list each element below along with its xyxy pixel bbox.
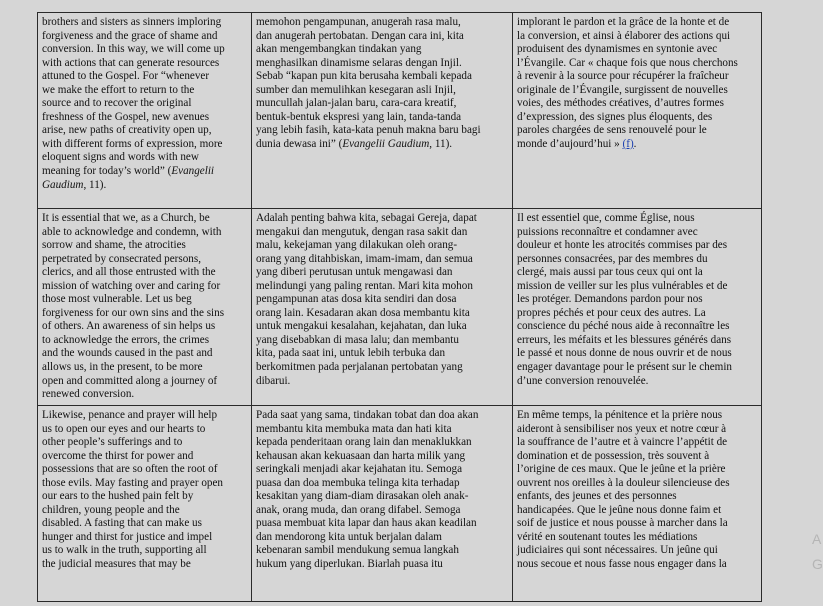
text-line: dibarui. [256, 374, 291, 387]
text-line: melindungi yang paling rentan. Mari kita mohon [256, 279, 473, 292]
text-line: with actions that can generate resources [42, 56, 220, 69]
text-line: berkomitmen pada perjalanan pertobatan yang [256, 361, 463, 374]
text-line: mission de veiller sur les plus vulnérables et de [517, 279, 728, 292]
text-line: meaning for today’s world” (Evangelii [42, 165, 215, 178]
text-line: les protéger. Demandons pardon pour nos [517, 293, 703, 306]
text-line: and the wounds caused in the past and [42, 347, 213, 360]
text-line: Il est essentiel que, comme Église, nous [517, 212, 695, 224]
text-line: Sebab “kapan pun kita berusaha kembali kepada [256, 70, 472, 83]
text-line: kesakitan yang diam-diam dirasakan oleh anak- [256, 490, 469, 503]
text-line: us to open our eyes and our hearts to [42, 422, 206, 435]
text-line: d’expression, des signes plus éloquents, des [517, 110, 713, 123]
text-line: disabled. A fasting that can make us [42, 517, 202, 530]
text-line: dunia dewasa ini” (Evangelii Gaudium, 11). [256, 137, 453, 150]
text-line: sorrow and shame, the atrocities [42, 239, 186, 252]
text-line: allows us, in the present, to be more [42, 361, 203, 374]
text-line: implorant le pardon et la grâce de la honte et de [517, 16, 730, 28]
text-line: yang lebih fasih, kata-kata penuh makna baru bagi [256, 124, 481, 137]
text-line: attuned to the Gospel. For “whenever [42, 70, 210, 83]
text-line: other people’s sufferings and to [42, 436, 183, 449]
text-line: eloquent signs and words with new [42, 151, 199, 164]
text-line: those evils. May fasting and prayer open [42, 476, 223, 489]
text-line: En même temps, la pénitence et la prière nous [517, 409, 723, 421]
table-row [38, 13, 762, 209]
text-line: engager davantage pour le présent sur le chemin [517, 361, 732, 374]
text-line: able to acknowledge and condemn, with [42, 225, 222, 238]
text-line: handicapées. Que le jeûne nous donne faim et [517, 503, 722, 516]
text-line: brothers and sisters as sinners imploring [42, 16, 222, 28]
text-line: mission of watching over and caring for [42, 279, 221, 292]
text-line: our ears to the hushed pain felt by [42, 490, 194, 503]
cell-french [513, 406, 762, 602]
text-line: hunger and thirst for justice and impel [42, 530, 213, 543]
text-line: those most vulnerable. Let us beg [42, 293, 192, 306]
text-line: voies, des méthodes créatives, d’autres formes [517, 97, 724, 110]
text-line: anak, orang muda, dan orang difabel. Semoga [256, 503, 461, 516]
text-line: paroles chargées de sens renouvelé pour le [517, 124, 707, 137]
text-line: dan mendorong kita untuk berjalan dalam [256, 530, 442, 543]
text-line: l’origine de ces maux. Que le jeûne et la prière [517, 463, 726, 476]
text-line: to acknowledge the errors, the crimes [42, 333, 210, 346]
text-line: d’une conversion renouvelée. [517, 374, 649, 387]
text-line: yang disebabkan di masa lalu; dan membantu [256, 333, 459, 346]
text-line: conversion. In this way, we will come up [42, 43, 225, 56]
text-line: l’Évangile. Car « chaque fois que nous cherchons [517, 56, 738, 69]
text-line: open and committed along a journey of [42, 374, 218, 387]
text-line: forgiveness for our own sins and the sins [42, 306, 225, 319]
cell-indonesian [252, 406, 513, 602]
text-line: we make the effort to return to the [42, 83, 195, 96]
text-line: originale de l’Évangile, surgissent de nouvelles [517, 83, 728, 96]
text-line: Pada saat yang sama, tindakan tobat dan doa akan [256, 409, 479, 421]
footnote-link-f[interactable]: (f) [622, 137, 634, 150]
text-line: orang lain. Kesadaran akan dosa membantu kita [256, 306, 470, 319]
text-line: children, young people and the [42, 503, 180, 516]
text-line: arise, new paths of creativity open up, [42, 124, 212, 137]
text-line: clergé, mais aussi par tous ceux qui ont la [517, 266, 703, 279]
text-line: akan mengembangkan tindakan yang [256, 43, 422, 56]
text-line: mengakui dan mengutuk, dengan rasa sakit dan [256, 225, 468, 238]
cell-english [38, 406, 252, 602]
text-line: freshness of the Gospel, new avenues [42, 110, 210, 123]
cell-english [38, 13, 252, 209]
text-line: aideront à sensibiliser nos yeux et notre cœur à [517, 422, 727, 435]
text-line: puasa dan doa membuka telinga kita terhadap [256, 476, 460, 489]
text-line: produisent des dynamismes en syntonie avec [517, 43, 718, 56]
text-line: domination et de possession, très souvent à [517, 449, 710, 462]
text-line: propres péchés et pour ceux des autres. La [517, 306, 706, 319]
text-line: kita, pada saat ini, untuk lebih terbuka dan [256, 347, 446, 360]
text-line: conscience du péché nous aide à reconnaître les [517, 320, 730, 333]
text-line: possessions that are so often the root of [42, 463, 218, 476]
text-line: of others. An awareness of sin helps us [42, 320, 216, 333]
text-line: us to walk in the truth, supporting all [42, 544, 207, 557]
text-line: sumber dan memulihkan kesegaran asli Injil, [256, 83, 456, 96]
text-line: orang yang ditahbiskan, imam-imam, dan semua [256, 252, 473, 265]
text-line: douleur et honte les atrocités commises par des [517, 239, 728, 252]
text-line: puissions reconnaître et condamner avec [517, 225, 698, 238]
text-line: overcome the thirst for power and [42, 449, 194, 462]
table-row [38, 209, 762, 406]
text-line: forgiveness and the grace of shame and [42, 29, 218, 42]
cell-indonesian [252, 209, 513, 406]
text-line: renewed conversion. [42, 388, 135, 401]
text-line: dan anugerah pertobatan. Dengan cara ini, kita [256, 29, 464, 42]
text-line: muncullah jalan-jalan baru, cara-cara kreatif, [256, 97, 457, 110]
cell-indonesian [252, 13, 513, 209]
text-line: kebenaran sambil mendukung semua langkah [256, 544, 459, 557]
text-line: la conversion, et ainsi à élaborer des actions qui [517, 29, 731, 42]
text-line: perpetrated by consecrated persons, [42, 252, 201, 265]
text-line: ouvrent nos oreilles à la douleur silencieuse des [517, 476, 730, 489]
side-letter-a: A [812, 531, 822, 547]
text-line: hukum yang diperlukan. Biarlah puasa itu [256, 558, 443, 571]
text-line: à revenir à la source pour récupérer la fraîcheur [517, 70, 729, 83]
text-line: with different forms of expression, more [42, 137, 223, 150]
text-line: memohon pengampunan, anugerah rasa malu, [256, 16, 461, 28]
text-line: menghasilkan dinamisme selaras dengan Injil. [256, 56, 462, 69]
text-line: untuk mengakui kesalahan, kejahatan, dan luka [256, 320, 467, 333]
text-line: Adalah penting bahwa kita, sebagai Gereja, dapat [256, 212, 477, 224]
text-line: la souffrance de l’autre et à vaincre l’appétit de [517, 436, 728, 449]
french-lines [517, 16, 757, 150]
cell-french [513, 209, 762, 406]
text-line: enfants, des jeunes et des personnes [517, 490, 677, 503]
text-line: Gaudium, 11). [42, 178, 107, 191]
text-line: malu, kekejaman yang dilakukan oleh orang- [256, 239, 458, 252]
text-line: bentuk-bentuk ekspresi yang lain, tanda-tanda [256, 110, 462, 123]
text-line: kehausan akan kekuasaan dan harta milik yang [256, 449, 466, 462]
text-line: vérité en soutenant toutes les médiations [517, 530, 698, 543]
text-line: erreurs, les méfaits et les blessures générés dans [517, 333, 732, 346]
text-line: source and to recover the original [42, 97, 192, 110]
side-letter-g: G [812, 556, 823, 572]
text-line: clerics, and all those entrusted with the [42, 266, 216, 279]
text-line: puasa membuat kita lapar dan haus akan keadilan [256, 517, 477, 530]
table-row [38, 406, 762, 602]
text-line: the judicial measures that may be [42, 558, 191, 571]
text-line: pengampunan atas dosa kita sendiri dan dosa [256, 293, 457, 306]
translation-table [37, 12, 762, 602]
footnote-tail: . [633, 137, 637, 150]
text-line: monde d’aujourd’hui » [517, 137, 620, 150]
text-line: It is essential that we, as a Church, be [42, 212, 210, 224]
text-line: seringkali menjadi akar kejahatan itu. Semoga [256, 463, 463, 476]
text-line: nous secoue et nous fasse nous engager dans la [517, 558, 727, 571]
text-line: yang diberi perutusan untuk mengawasi dan [256, 266, 453, 279]
text-line: judiciaires qui sont nécessaires. Un jeûne qui [517, 544, 718, 557]
text-line: kepada penderitaan orang lain dan menaklukkan [256, 436, 472, 449]
text-line: Likewise, penance and prayer will help [42, 409, 218, 421]
text-line: personnes consacrées, par des membres du [517, 252, 708, 265]
text-line: le passé et nous donne de nous ouvrir et de nous [517, 347, 732, 360]
text-line: membantu kita membuka mata dan hati kita [256, 422, 452, 435]
text-line: soif de justice et nous pousse à marcher dans la [517, 517, 728, 530]
cell-french [513, 13, 762, 209]
cell-english [38, 209, 252, 406]
